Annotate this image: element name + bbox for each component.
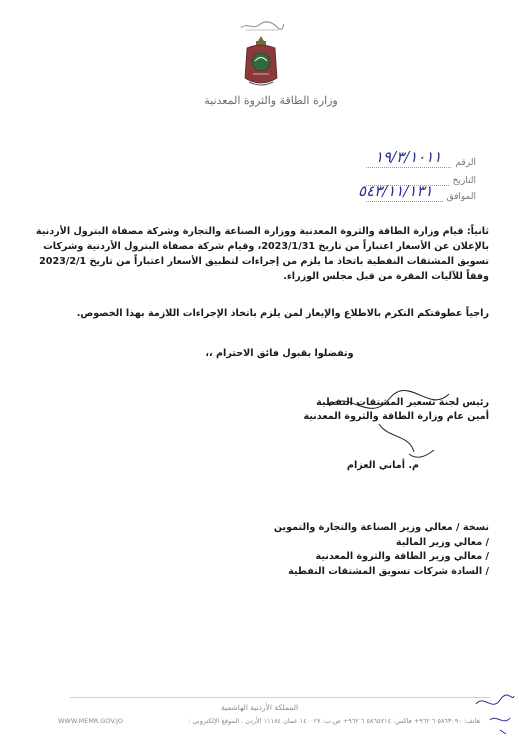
coat-of-arms-icon [241, 34, 281, 90]
royal-script-icon [239, 18, 285, 32]
reference-number-value: ١٩/٣/١٠١١ [374, 148, 442, 166]
footer-contact: هاتف: ٥٨٦٣٠٩٠ ٦ ٩٦٢+ فاكس: ٥٨٦٥٧١٤ ٦ ٩٦٢+ ص.ب: ١٤٠٠٢٧ عمان ١١١٨٤ الأردن . الموقع الإلكتروني : [188, 717, 480, 725]
reference-hijri-label: الموافق [446, 192, 476, 202]
footer-country: المملكة الأردنية الهاشمية [220, 703, 299, 712]
cc-list [229, 521, 489, 579]
footer-website: WWW.MEMR.GOV.JO [58, 717, 124, 725]
closing-line: وتفضلوا بقبول فائق الاحترام ،، [205, 348, 354, 359]
reference-date-label: التاريخ [452, 176, 476, 186]
signatory-title-1: رئيس لجنة تسعير المشتقات النفطية [316, 397, 489, 408]
cc-item: / معالي وزير المالية [395, 536, 489, 548]
request-paragraph: راجياً عطوفتكم التكرم بالاطلاع والإيعاز لمن يلزم باتخاذ الإجراءات اللازمة بهذا الخصوص. [76, 308, 489, 319]
cc-item: / السادة شركات تسويق المشتقات النفطية [288, 565, 489, 577]
footer-divider [70, 697, 490, 698]
reference-hijri-value: ٥٤٣/١١/١٣١ [358, 182, 433, 200]
cc-item: / معالي وزير الطاقة والثروة المعدنية [315, 551, 489, 562]
reference-hijri-row [358, 182, 476, 202]
margin-handwritten-note [470, 690, 518, 738]
signatory-name: م. أماني العزام [346, 460, 419, 471]
ministry-name: وزارة الطاقة والثروة المعدنية [204, 94, 338, 107]
reference-number-label: الرقم [455, 158, 476, 168]
signatory-title-2: أمين عام وزارة الطاقة والثروة المعدنية [303, 411, 489, 422]
point-two-paragraph: ثانياً: قيام وزارة الطاقة والثروة المعدنية ووزارة الصناعة والتجارة وشركة مصفاة البترول الأردنية بالإعلان عن الأسعار اعتباراً من تاريخ 2023/1/31، وقيام شركة مصفاة البترول الأردنية وشركات تسويق المشتقات النفطية باتخاذ ما يلزم من إجراءات لتطبيق الأسعار اعتباراً من تاريخ 2023/2/1 وفقاً للآليات المقرة من قبل مجلس الوزراء. [35, 226, 489, 282]
cc-item: نسخة / معالي وزير الصناعة والتجارة والتموين [273, 522, 489, 533]
reference-number-row [366, 148, 476, 168]
reference-hijri-line [358, 182, 443, 202]
signatory-titles [289, 396, 489, 424]
